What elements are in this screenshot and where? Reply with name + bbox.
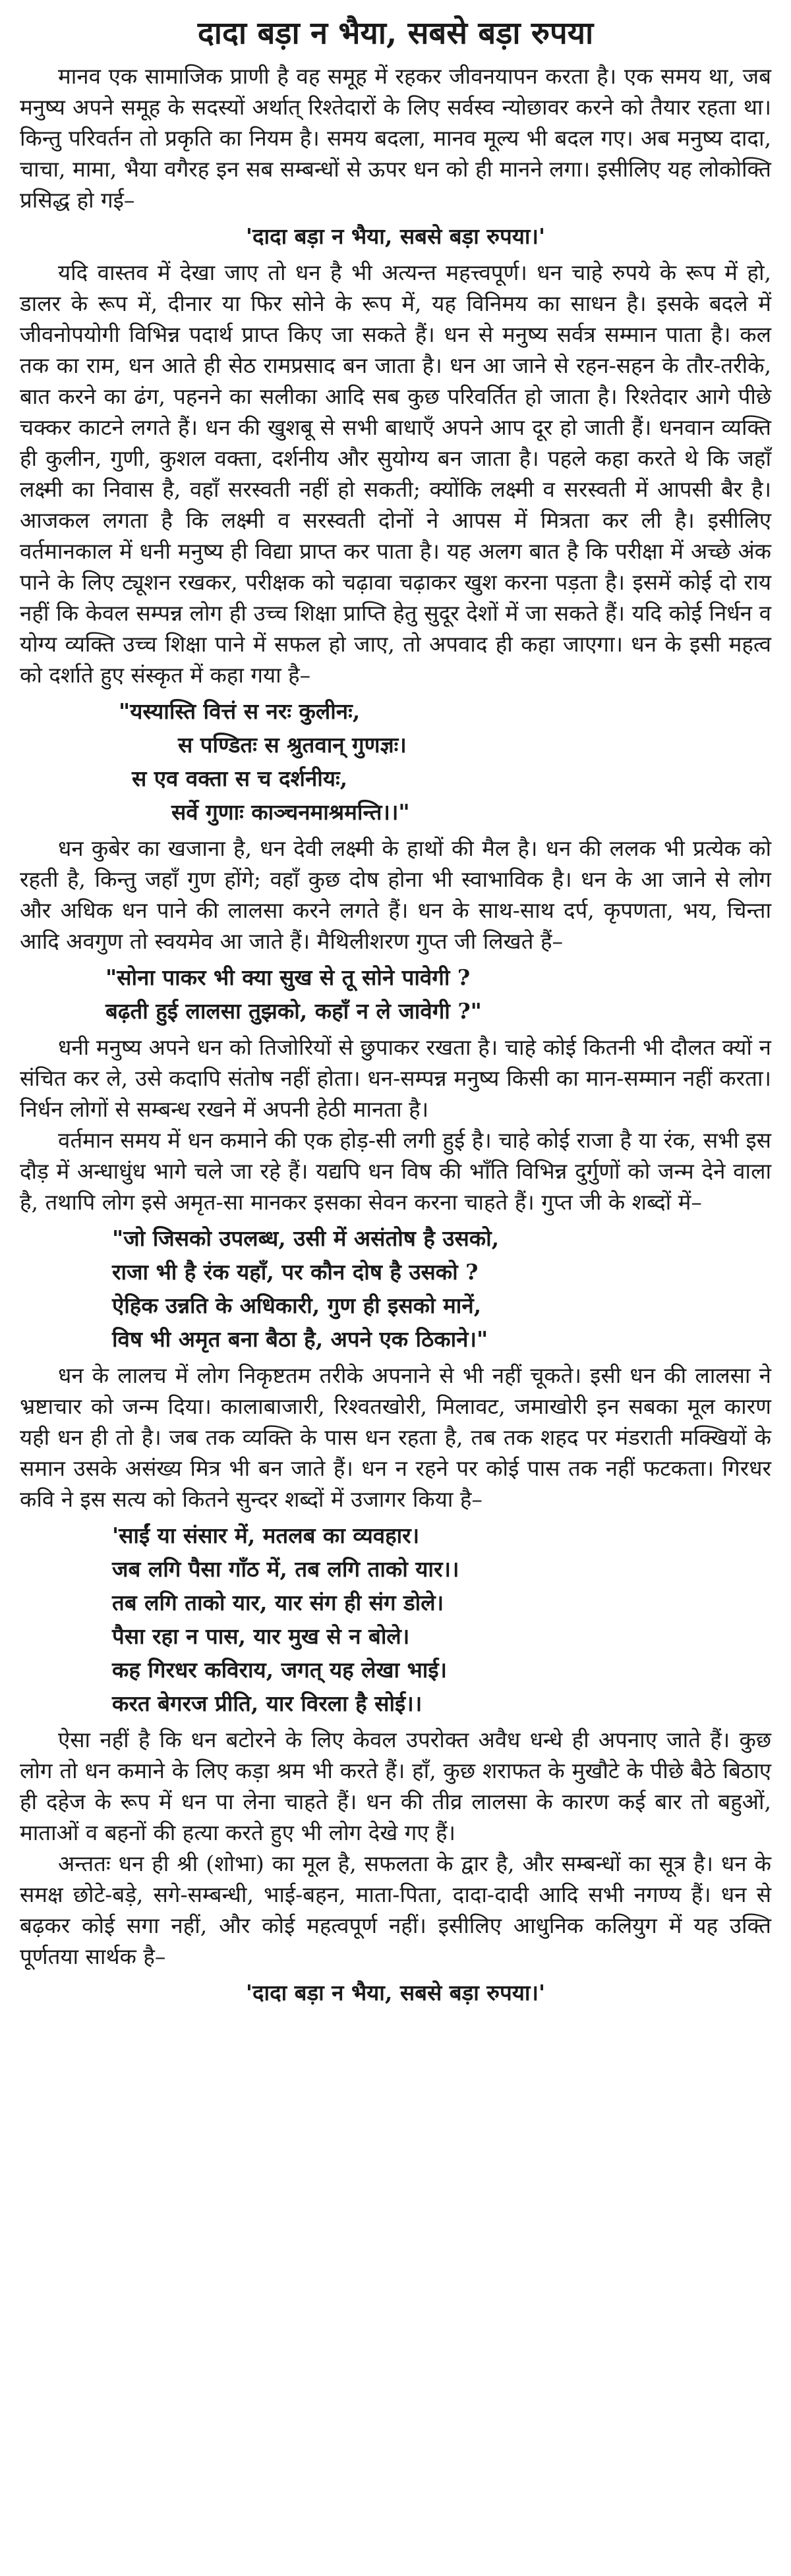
paragraph-importance: यदि वास्तव में देखा जाए तो धन है भी अत्यन्त महत्त्वपूर्ण। धन चाहे रुपये के रूप में हो, डालर के रूप में, दीनार या फिर सोने के रूप में, यह विनिमय का साधन है। इसके बदले में जीवनोपयोगी विभिन्न पदार्थ प्राप्त किए जा सकते हैं। धन से मनुष्य सर्वत्र सम्मान पाता है। कल तक का राम, धन आते ही सेठ रामप्रसाद बन जाता है। धन आ जाने से रहन-सहन के तौर-तरीके, बात करने का ढंग, पहनने का सलीका आदि सब कुछ परिवर्तित हो जाता है। रिश्तेदार आगे पीछे चक्कर काटने लगते हैं। धन की खुशबू से सभी बाधाएँ अपने आप दूर हो जाती हैं। धनवान व्यक्ति ही कुलीन, गुणी, कुशल वक्ता, दर्शनीय और सुयोग्य बन जाता है। पहले कहा करते थे कि जहाँ लक्ष्मी का निवास है, वहाँ सरस्वती नहीं हो सकती; क्योंकि लक्ष्मी व सरस्वती में आपसी बैर है। आजकल लगता है कि लक्ष्मी व सरस्वती दोनों ने आपस में मित्रता कर ली है। इसीलिए वर्तमानकाल में धनी मनुष्य ही विद्या प्राप्त कर पाता है। यह अलग बात है कि परीक्षा में अच्छे अंक पाने के लिए ट्यूशन रखकर, परीक्षक को चढ़ावा चढ़ाकर खुश करना पड़ता है। इसमें कोई दो राय नहीं कि केवल सम्पन्न लोग ही उच्च शिक्षा प्राप्ति हेतु सुदूर देशों में जा सकते हैं। यदि कोई निर्धन व योग्य व्यक्ति उच्च शिक्षा पाने में सफल हो जाए, तो अपवाद ही कहा जाएगा। धन के इसी महत्व को दर्शाते हुए संस्कृत में कहा गया है–	[20, 260, 771, 688]
verse-line: "सोना पाकर भी क्या सुख से तू सोने पावेगी ?	[105, 965, 471, 990]
verse-line: 'साईं या संसार में, मतलब का व्यवहार।	[112, 1523, 420, 1548]
proverb-line: 'दादा बड़ा न भैया, सबसे बड़ा रुपया।'	[245, 1980, 546, 2005]
shloka-line: "यस्यास्ति वित्तं स नरः कुलीनः,	[119, 698, 361, 724]
paragraph-conclusion: अन्ततः धन ही श्री (शोभा) का मूल है, सफलता के द्वार है, और सम्बन्धों का सूत्र है। धन के समक्ष छोटे-बड़े, सगे-सम्बन्धी, भाई-बहन, माता-पिता, दादा-दादी आदि सभी नगण्य हैं। धन से बढ़कर कोई सगा नहीं, और कोई महत्वपूर्ण नहीं। इसीलिए आधुनिक कलियुग में यह उक्ति पूर्णतया सार्थक है–	[20, 1851, 771, 1969]
closing-proverb	[20, 1976, 771, 2009]
paragraph-rich-man: धनी मनुष्य अपने धन को तिजोरियों से छुपाकर रखता है। चाहे कोई कितनी भी दौलत क्यों न संचित कर ले, उसे कदापि संतोष नहीं होता। धन-सम्पन्न मनुष्य किसी का मान-सम्मान नहीं करता। निर्धन लोगों से सम्बन्ध रखने में अपनी हेठी मानता है।	[20, 1034, 771, 1122]
paragraph-greed: धन के लालच में लोग निकृष्टतम तरीके अपनाने से भी नहीं चूकते। इसी धन की लालसा ने भ्रष्टाचार को जन्म दिया। कालाबाजारी, रिश्वतखोरी, मिलावट, जमाखोरी इन सबका मूल कारण यही धन ही तो है। जब तक व्यक्ति के पास धन रहता है, तब तक शहद पर मंडराती मक्खियों के समान उसके असंख्य मित्र भी बन जाते हैं। धन न रहने पर कोई पास तक नहीं फटकता। गिरधर कवि ने इस सत्य को कितने सुन्दर शब्दों में उजागर किया है–	[20, 1362, 771, 1512]
verse-line: ऐहिक उन्नति के अधिकारी, गुण ही इसको मानें,	[112, 1293, 482, 1318]
proverb-quote	[20, 219, 771, 253]
verse-line: पैसा रहा न पास, यार मुख से न बोले।	[112, 1623, 410, 1649]
paragraph-dowry: ऐसा नहीं है कि धन बटोरने के लिए केवल उपरोक्त अवैध धन्धे ही अपनाए जाते हैं। कुछ लोग तो धन कमाने के लिए कड़ा श्रम भी करते हैं। हाँ, कुछ शराफत के मुखौटे के पीछे बैठे बिठाए ही दहेज के रूप में धन पा लेना चाहते हैं। धन की तीव्र लालसा के कारण कई बार तो बहुओं, माताओं व बहनों की हत्या करते हुए भी लोग देखे गए हैं।	[20, 1727, 771, 1845]
essay-title: दादा बड़ा न भैया, सबसे बड़ा रुपया	[197, 15, 594, 51]
verse-line: करत बेगरज प्रीति, यार विरला है सोई।।	[112, 1691, 423, 1716]
shloka-line: स पण्डितः स श्रुतवान् गुणज्ञः।	[178, 732, 407, 758]
verse-line: तब लगि ताको यार, यार संग ही संग डोले।	[112, 1590, 444, 1615]
verse-line: "जो जिसको उपलब्ध, उसी में असंतोष है उसको,	[112, 1225, 500, 1251]
verse-line: राजा भी है रंक यहाँ, पर कौन दोष है उसको ?	[112, 1259, 479, 1285]
proverb-line: 'दादा बड़ा न भैया, सबसे बड़ा रुपया।'	[245, 223, 546, 249]
verse-line: बढ़ती हुई लालसा तुझको, कहाँ न ले जावेगी ?"	[105, 998, 482, 1024]
paragraph-intro: मानव एक सामाजिक प्राणी है वह समूह में रहकर जीवनयापन करता है। एक समय था, जब मनुष्य अपने समूह के सदस्यों अर्थात् रिश्तेदारों के लिए सर्वस्व न्योछावर करने को तैयार रहता था। किन्तु परिवर्तन तो प्रकृति का नियम है। समय बदला, मानव मूल्य भी बदल गए। अब मनुष्य दादा, चाचा, मामा, भैया वगैरह इन सब सम्बन्धों से ऊपर धन को ही मानने लगा। इसीलिए यह लोकोक्ति प्रसिद्ध हो गई–	[20, 63, 771, 213]
verse-line: कह गिरधर कविराय, जगत् यह लेखा भाई।	[112, 1657, 448, 1683]
verse-line: जब लगि पैसा गाँठ में, तब लगि ताको यार।।	[112, 1556, 459, 1582]
verse-line: विष भी अमृत बना बैठा है, अपने एक ठिकाने।"	[112, 1326, 488, 1352]
sanskrit-shloka	[20, 694, 771, 829]
paragraph-present-time: वर्तमान समय में धन कमाने की एक होड़-सी लगी हुई है। चाहे कोई राजा है या रंक, सभी इस दौड़ में अन्धाधुंध भागे चले जा रहे हैं। यद्यपि धन विष की भाँति विभिन्न दुर्गुणों को जन्म देने वाला है, तथापि लोग इसे अमृत-सा मानकर इसका सेवन करना चाहते हैं। गुप्त जी के शब्दों में–	[20, 1127, 771, 1215]
shloka-line: सर्वे गुणाः काञ्चनमाश्रमन्ति।।"	[171, 799, 410, 825]
girdhar-kundali	[20, 1519, 771, 1720]
paragraph-kuber: धन कुबेर का खजाना है, धन देवी लक्ष्मी के हाथों की मैल है। धन की ललक भी प्रत्येक को रहती है, किन्तु जहाँ गुण होंगे; वहाँ कुछ दोष होना भी स्वाभाविक है। धन के आ जाने से लोग और अधिक धन पाने की लालसा करने लगते हैं। धन के साथ-साथ दर्प, कृपणता, भय, चिन्ता आदि अवगुण तो स्वयमेव आ जाते हैं। मैथिलीशरण गुप्त जी लिखते हैं–	[20, 835, 771, 954]
gupt-verse-2	[20, 1221, 771, 1356]
gupt-verse-1	[20, 961, 771, 1028]
shloka-line: स एव वक्ता स च दर्शनीयः,	[132, 766, 348, 791]
